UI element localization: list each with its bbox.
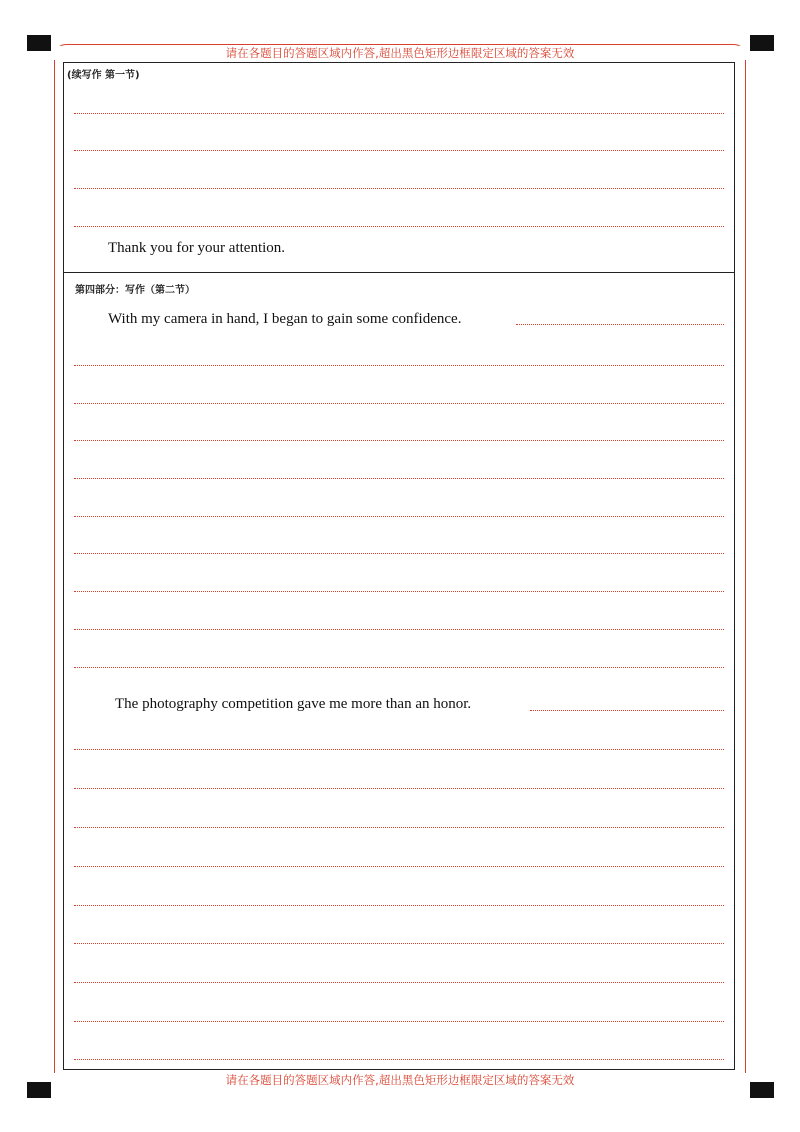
writing-line[interactable] — [74, 553, 724, 554]
writing-line[interactable] — [74, 827, 724, 828]
section1-label: (续写作 第一节) — [67, 70, 140, 81]
section1-closing-line: Thank you for your attention. — [108, 240, 286, 256]
registration-mark-bottom-right — [750, 1082, 774, 1098]
section-divider — [63, 272, 735, 273]
writing-line[interactable] — [74, 591, 724, 592]
writing-line[interactable] — [74, 226, 724, 227]
writing-line[interactable] — [74, 788, 724, 789]
writing-line[interactable] — [74, 113, 724, 114]
writing-line[interactable] — [74, 629, 724, 630]
writing-line[interactable] — [74, 365, 724, 366]
header-notice: 请在各题目的答题区域内作答,超出黑色矩形边框限定区域的答案无效 — [54, 46, 746, 60]
registration-mark-bottom-left — [27, 1082, 51, 1098]
writing-line[interactable] — [74, 982, 724, 983]
writing-line[interactable] — [530, 710, 724, 711]
writing-line[interactable] — [74, 516, 724, 517]
writing-line[interactable] — [74, 667, 724, 668]
writing-line[interactable] — [74, 150, 724, 151]
writing-line[interactable] — [74, 866, 724, 867]
writing-line[interactable] — [74, 905, 724, 906]
writing-line[interactable] — [74, 403, 724, 404]
registration-mark-top-left — [27, 35, 51, 51]
paragraph1-opening-sentence: With my camera in hand, I began to gain some confidence. — [108, 311, 462, 327]
writing-line[interactable] — [74, 749, 724, 750]
writing-line[interactable] — [516, 324, 724, 325]
writing-line[interactable] — [74, 478, 724, 479]
footer-notice: 请在各题目的答题区域内作答,超出黑色矩形边框限定区域的答案无效 — [54, 1073, 746, 1087]
writing-line[interactable] — [74, 440, 724, 441]
writing-line[interactable] — [74, 943, 724, 944]
writing-line[interactable] — [74, 1021, 724, 1022]
paragraph2-opening-sentence: The photography competition gave me more than an honor. — [115, 696, 472, 712]
registration-mark-top-right — [750, 35, 774, 51]
answer-box — [63, 62, 735, 1070]
writing-line[interactable] — [74, 1059, 724, 1060]
section2-label: 第四部分：写作（第二节） — [75, 285, 195, 296]
writing-line[interactable] — [74, 188, 724, 189]
